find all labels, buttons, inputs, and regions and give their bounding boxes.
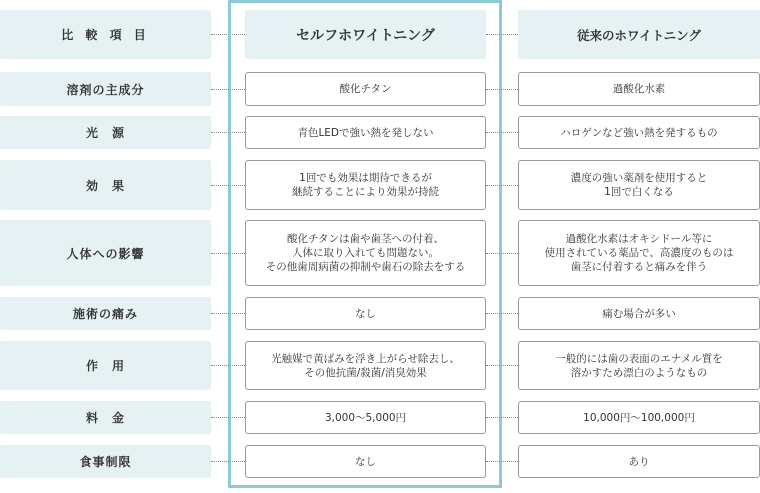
header-conventional-whitening: 従来のホワイトニング [518, 10, 760, 59]
cell-conventional-main-ingredient: 過酸化水素 [518, 72, 760, 106]
cell-conventional-diet-restriction: あり [518, 445, 760, 478]
cell-self-body-effect: 酸化チタンは歯や歯茎への付着、 人体に取り入れても問題ない。 その他歯周病菌の抑制や歯石の除去をする [245, 220, 486, 286]
row-label-effect: 効 果 [0, 160, 211, 210]
row-label-main-ingredient: 溶剤の主成分 [0, 72, 211, 106]
connector-line [486, 365, 518, 366]
cell-self-action: 光触媒で黄ばみを浮き上がらせ除去し、 その他抗菌/殺菌/消臭効果 [245, 341, 486, 390]
connector-line [211, 461, 245, 462]
connector-line [486, 89, 518, 90]
cell-conventional-action: 一般的には歯の表面のエナメル質を 溶かすため漂白のようなもの [518, 341, 760, 390]
row-label-pain: 施術の痛み [0, 297, 211, 330]
connector-line [486, 461, 518, 462]
cell-self-diet-restriction: なし [245, 445, 486, 478]
connector-line [211, 313, 245, 314]
row-label-price: 料 金 [0, 401, 211, 434]
cell-self-light-source: 青色LEDで強い熱を発しない [245, 116, 486, 149]
connector-line [211, 365, 245, 366]
cell-self-pain: なし [245, 297, 486, 330]
connector-line [211, 185, 245, 186]
cell-conventional-pain: 痛む場合が多い [518, 297, 760, 330]
row-label-body-effect: 人体への影響 [0, 220, 211, 286]
row-label-action: 作 用 [0, 341, 211, 390]
connector-line [211, 89, 245, 90]
cell-self-price: 3,000～5,000円 [245, 401, 486, 434]
cell-conventional-body-effect: 過酸化水素はオキシドール等に 使用されている薬品で、高濃度のものは 歯茎に付着すると痛みを伴う [518, 220, 760, 286]
connector-line [486, 417, 518, 418]
cell-conventional-price: 10,000円～100,000円 [518, 401, 760, 434]
connector-line [486, 34, 518, 35]
connector-line [211, 253, 245, 254]
cell-self-main-ingredient: 酸化チタン [245, 72, 486, 106]
connector-line [211, 132, 245, 133]
cell-conventional-effect: 濃度の強い薬剤を使用すると 1回で白くなる [518, 160, 760, 210]
connector-line [486, 313, 518, 314]
row-label-diet-restriction: 食事制限 [0, 445, 211, 478]
cell-conventional-light-source: ハロゲンなど強い熱を発するもの [518, 116, 760, 149]
header-item-label: 比 較 項 目 [0, 10, 211, 59]
connector-line [486, 185, 518, 186]
connector-line [211, 417, 245, 418]
header-self-whitening: セルフホワイトニング [245, 10, 486, 59]
row-label-light-source: 光 源 [0, 116, 211, 149]
connector-line [486, 253, 518, 254]
connector-line [486, 132, 518, 133]
cell-self-effect: 1回でも効果は期待できるが 継続することにより効果が持続 [245, 160, 486, 210]
